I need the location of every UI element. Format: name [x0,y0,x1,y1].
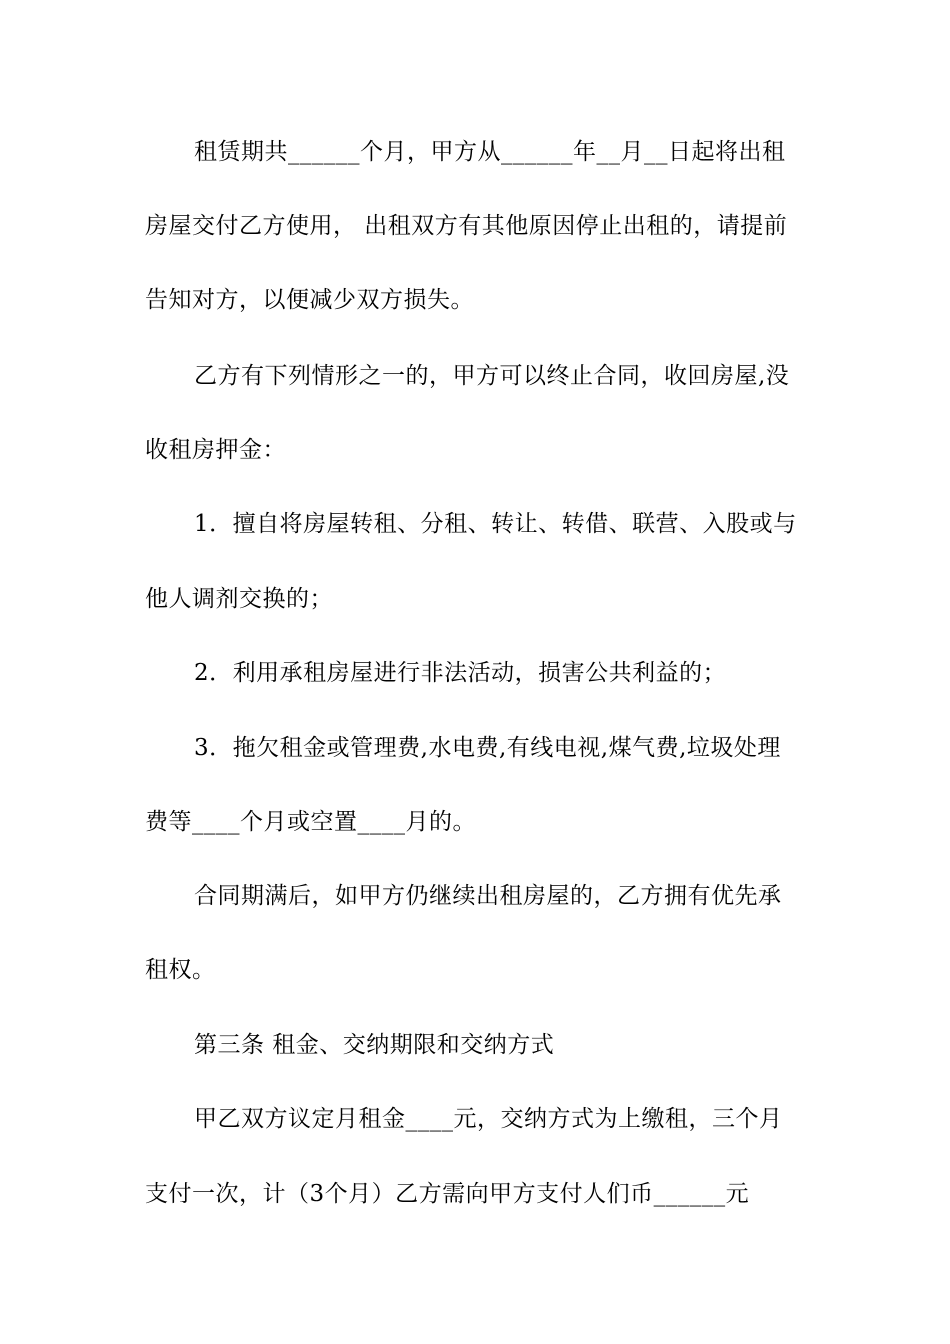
text-line: 乙方有下列情形之一的，甲方可以终止合同，收回房屋,没 [194,363,790,389]
text-line: 他人调剂交换的； [145,586,333,612]
list-item: 3．拖欠租金或管理费,水电费,有线电视,煤气费,垃圾处理 [194,735,781,761]
list-item: 2．利用承租房屋进行非法活动，损害公共利益的； [194,660,727,686]
list-item: 1．擅自将房屋转租、分租、转让、转借、联营、入股或与 [194,511,797,537]
text-line: 租权。 [145,957,216,983]
text-line: 甲乙双方议定月租金____元，交纳方式为上缴租，三个月 [194,1106,783,1132]
text-line: 租赁期共______个月，甲方从______年__月__日起将出租 [194,139,786,165]
text-line: 费等____个月或空置____月的。 [145,809,476,835]
section-heading: 第三条 租金、交纳期限和交纳方式 [194,1032,555,1058]
text-line: 告知对方，以便减少双方损失。 [145,287,474,313]
text-line: 收租房押金： [145,437,286,463]
text-line: 房屋交付乙方使用， 出租双方有其他原因停止出租的，请提前 [145,213,788,239]
text-line: 合同期满后，如甲方仍继续出租房屋的，乙方拥有优先承 [194,883,782,909]
text-line: 支付一次，计（3个月）乙方需向甲方支付人们币______元 [145,1181,750,1207]
